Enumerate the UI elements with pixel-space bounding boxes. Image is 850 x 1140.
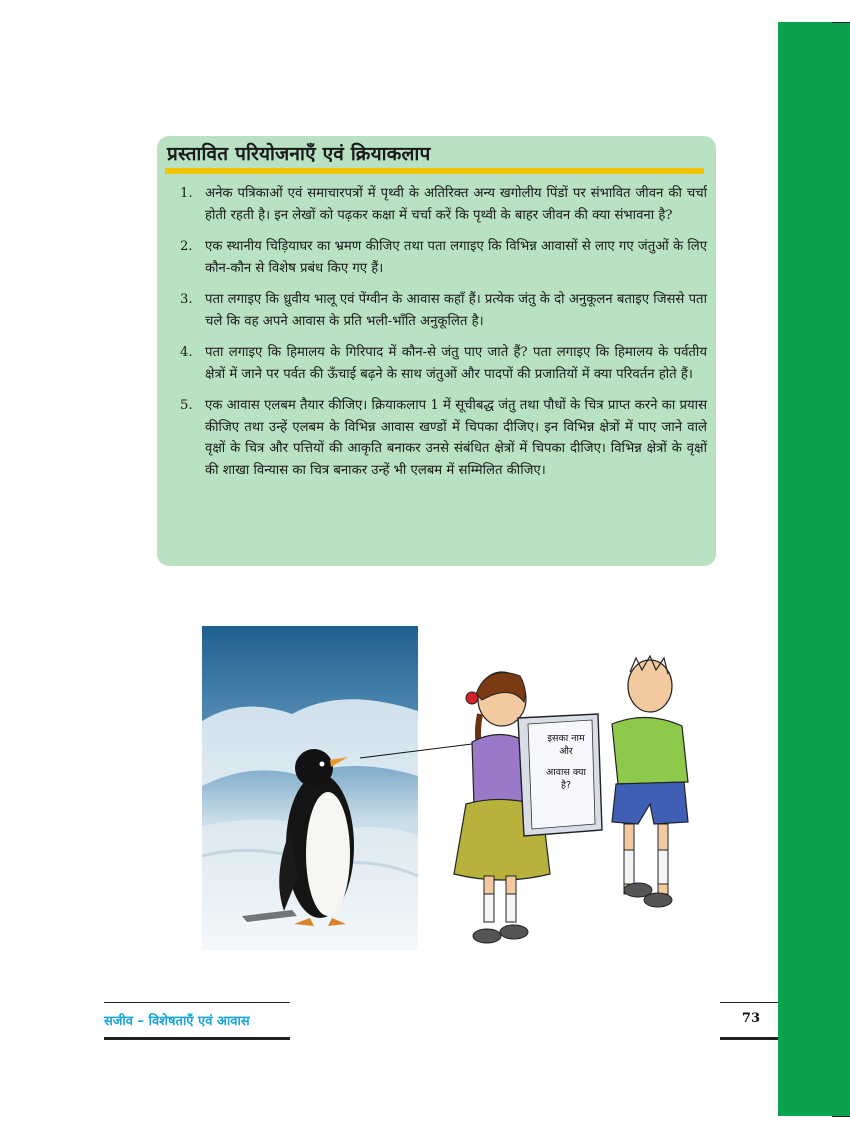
list-item	[171, 183, 707, 226]
project-list	[171, 183, 707, 491]
board-line: इसका नाम	[547, 733, 585, 744]
chapter-title: सजीव – विशेषताएँ एवं आवास	[104, 1014, 250, 1029]
children-illustration	[432, 654, 702, 954]
item-number: 3.	[180, 292, 193, 307]
item-number: 5.	[180, 398, 193, 413]
item-text: एक आवास एलबम तैयार कीजिए। क्रियाकलाप 1 में सूचीबद्ध जंतु तथा पौधों के चित्र प्राप्त करने का प्रयास कीजिए तथा उन्हें एलबम के विभिन्न आवास खण्डों में चिपका दीजिए। इन विभिन्न क्षेत्रों में पाए जाने वाले वृक्षों के चित्र और पत्तियों की आकृति बनाकर उनसे संबंधित क्षेत्रों में चिपका दीजिए। विभिन्न क्षेत्रों के वृक्षों की शाखा विन्यास का चित्र बनाकर उन्हें भी एलबम में सम्मिलित कीजिए।	[205, 398, 707, 478]
item-text: पता लगाइए कि हिमालय के गिरिपाद में कौन-से जंतु पाए जाते हैं? पता लगाइए कि हिमालय के पर्वतीय क्षेत्रों में जाने पर पर्वत की ऊँचाई बढ़ने के साथ जंतुओं और पादपों की प्रजातियों में क्या परिवर्तन होते हैं।	[205, 345, 707, 382]
crop-mark	[832, 1116, 850, 1117]
board-line: है?	[560, 780, 572, 791]
item-text: अनेक पत्रिकाओं एवं समाचारपत्रों में पृथ्वी के अतिरिक्त अन्य खगोलीय पिंडों पर संभावित जीवन की चर्चा होती रहती है। इन लेखों को पढ़कर कक्षा में चर्चा करें कि पृथ्वी के बाहर जीवन की क्या संभावना है?	[205, 186, 707, 223]
crop-mark	[832, 22, 850, 23]
list-item	[171, 395, 707, 481]
item-number: 4.	[180, 345, 193, 360]
board-line: और	[559, 746, 573, 757]
board-line: आवास क्या	[546, 767, 586, 778]
item-number: 2.	[180, 239, 193, 254]
board-text	[528, 732, 604, 792]
list-item	[171, 342, 707, 385]
item-text: एक स्थानीय चिड़ियाघर का भ्रमण कीजिए तथा पता लगाइए कि विभिन्न आवासों से लाए गए जंतुओं के लिए कौन-कौन से विशेष प्रबंध किए गए हैं।	[205, 239, 707, 276]
box-title: प्रस्तावित परियोजनाएँ एवं क्रियाकलाप	[167, 143, 431, 165]
side-color-bar	[778, 22, 850, 1116]
list-item	[171, 289, 707, 332]
footer-chapter	[104, 1002, 290, 1040]
item-number: 1.	[180, 186, 193, 201]
list-item	[171, 236, 707, 279]
penguin-photo	[202, 626, 418, 950]
projects-box	[157, 136, 716, 566]
page-number: 73	[741, 1011, 760, 1026]
footer-page	[720, 1002, 778, 1040]
title-underline	[165, 168, 704, 174]
item-text: पता लगाइए कि ध्रुवीय भालू एवं पेंग्वीन के आवास कहाँ हैं। प्रत्येक जंतु के दो अनुकूलन बताइए जिससे पता चले कि वह अपने आवास के प्रति भली-भाँति अनुकूलित है।	[205, 292, 707, 329]
